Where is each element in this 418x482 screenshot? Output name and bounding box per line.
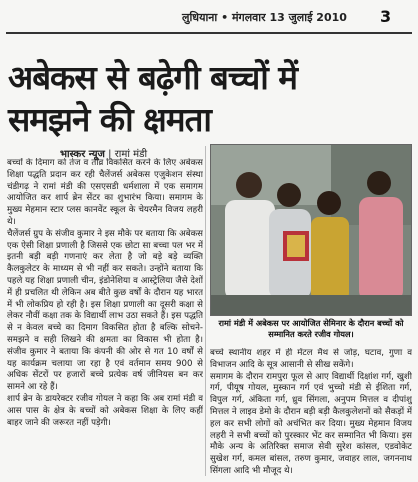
paragraph: चैलेंजर्स ग्रुप के संजीव कुमार ने इस मौके पर बताया कि अबेकस एक ऐसी शिक्षा प्रणाली है जिससे एक छोटा सा बच्चा पल भर में इतनी बड़ी बड़ी गणनाएं कर लेता है जो बड़े बड़े व्यक्ति कैलकुलेटर के माध्यम से भी नहीं कर सकते। उन्होंने बताया कि पहले यह शिक्षा प्रणाली चीन, इंडोनेशिया व आस्ट्रेलिया जैसे देशों में ही प्रचलित थी लेकिन अब बीते कुछ वर्षों के दौरान यह भारत में भी लोकप्रिय हो रही है। इस शिक्षा प्रणाली का दूसरी कक्षा से लेकर नौवीं कक्षा तक के विद्यार्थी लाभ उठा सकते हैं। इस पद्धति से न केवल बच्चे का दिमाग विकसित होता है बल्कि सोचने-समझने व सही लिखने की क्षमता का विकास भी होता है। संजीव कुमार ने बताया कि कंपनी की ओर से गत 10 वर्षों से यह कार्यक्रम चलाया जा रहा है एवं वर्तमान समय 900 से अधिक सेंटरों पर हजारों बच्चे प्रत्येक वर्ष जीनियस बन कर सामने आ रहे हैं। <box>7 228 203 393</box>
article-body-left <box>7 158 203 478</box>
paragraph: बच्चे स्थानीय शहर में ही मेंटल मैथ से जोड़, घटाव, गुणा व विभाजन आदि के सूत्र आसानी से सीख सकेंगे। <box>210 348 412 370</box>
paragraph: समागम के दौरान रामपुरा फूल से आए विद्यार्थी दिक्षांश गर्ग, खुशी गर्ग, पीयूष गोयल, मुस्कान गर्ग एवं भुच्चो मंडी से ईशिता गर्ग, विपुल गर्ग, अंकिता गर्ग, ध्रुव सिंगला, अनुपम मित्तल व दीपांशु मित्तल ने लाइव डेमो के दौरान बड़ी बड़ी कैलकुलेशनों को सैकड़ों में हल कर सभी लोगों को अचंभित कर दिया। मुख्य मेहमान विजय लहरी ने सभी बच्चों को पुरस्कार भेंट कर सम्मानित भी किया। इस मौके अन्य के अतिरिक्त समाज सेवी सुरेश कांसल, एडवोकेट सुखेश गर्ग, कमल बांसल, तरुण कुमार, जवाहर लाल, जगननाथ सिंगला आदि भी मौजूद थे। <box>210 371 412 476</box>
headline-line-2: समझने की क्षमता <box>8 100 211 139</box>
masthead-rule <box>6 32 412 34</box>
column-divider <box>205 146 206 476</box>
paragraph: बच्चों के दिमाग को तेज व तीव्र विकसित करने के लिए अबेकस शिक्षा पद्धति प्रदान कर रही चैलेंजर्स अबेकस एजुकेशन संस्था चंडीगढ़ ने रामां मंडी की एसएसडी धर्मशाला में एक समागम आयोजित कर शार्प ब्रेन सेंटर का शुभारंभ किया। समागम के मुख्य मेहमान स्टार प्लस कानवेंट स्कूल के चेयरमैन विजय लहरी थे। <box>7 158 203 227</box>
byline-source: भास्कर न्यूज <box>60 149 105 160</box>
news-photo <box>210 144 412 316</box>
dateline: लुधियाना • मंगलवार 13 जुलाई 2010 <box>182 11 347 24</box>
article-body-right <box>210 348 412 480</box>
headline-line-1: अबेकस से बढ़ेगी बच्चों में <box>8 58 298 97</box>
byline-place: रामां मंडी <box>114 149 148 160</box>
photo-illustration <box>211 145 411 315</box>
byline-separator: | <box>108 149 115 160</box>
page-number: 3 <box>380 7 392 26</box>
photo-caption: रामां मंडी में अबेकस पर आयोजित सेमिनार के दौरान बच्चों को सम्मानित करते रजीव गोयल। <box>218 318 404 339</box>
paragraph: शार्प ब्रेन के डायरेक्टर रजीव गोयल ने कहा कि अब रामां मंडी व आस पास के क्षेत्र के बच्चों को अबेकस शिक्षा के लिए कहीं बाहर जाने की जरूरत नहीं पड़ेगी। <box>7 393 203 428</box>
